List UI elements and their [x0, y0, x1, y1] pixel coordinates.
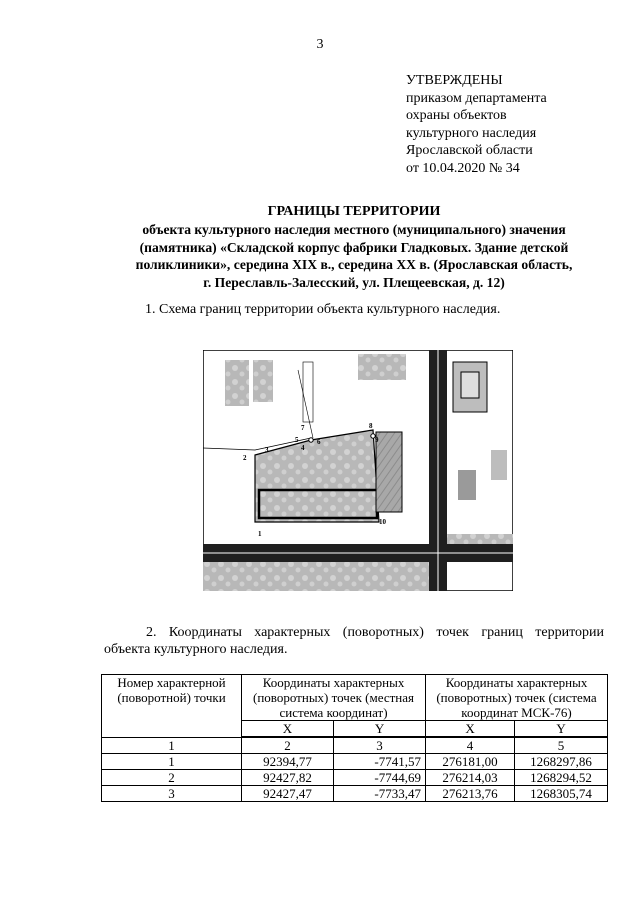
map-building: [458, 470, 476, 500]
point-label-10: 10: [379, 518, 386, 526]
section-1-heading: 1. Схема границ территории объекта культурного наследия.: [145, 302, 501, 317]
table-cell: 4: [426, 737, 515, 754]
header-msk-coords: Координаты характерных (поворотных) точек (система координат МСК-76): [426, 675, 608, 721]
map-area: [447, 534, 513, 544]
point-marker: [309, 438, 313, 442]
header-y-msk: Y: [515, 721, 608, 738]
table-cell: 1: [102, 754, 242, 770]
header-y-local: Y: [334, 721, 426, 738]
approval-line: от 10.04.2020 № 34: [406, 160, 520, 176]
point-label-6: 6: [317, 438, 321, 446]
table-cell: 1268305,74: [515, 786, 608, 802]
boundary-map: [203, 350, 513, 591]
point-label-5: 5: [295, 436, 299, 444]
point-label-7: 7: [301, 424, 305, 432]
table-cell: 1268294,52: [515, 770, 608, 786]
table-cell: 3: [102, 786, 242, 802]
map-building: [303, 362, 313, 422]
map-area: [203, 562, 429, 591]
table-cell: 1268297,86: [515, 754, 608, 770]
header-point-number: Номер характерной (поворотной) точки: [102, 675, 242, 738]
approval-line: Ярославской области: [406, 143, 533, 158]
title-line: (памятника) «Складской корпус фабрики Гладковых. Здание детской: [139, 239, 569, 255]
section-2-line: 2. Координаты характерных (поворотных) точек границ территории: [146, 625, 604, 640]
approval-line: УТВЕРЖДЕНЫ: [406, 73, 503, 88]
approval-stamp: [406, 72, 547, 177]
header-x-msk: X: [426, 721, 515, 738]
table-cell: 276214,03: [426, 770, 515, 786]
table-row: [102, 786, 608, 802]
table-cell: 2: [102, 770, 242, 786]
document-title: [100, 203, 608, 291]
map-building: [253, 360, 273, 402]
coordinates-table: [101, 674, 608, 802]
title-heading: ГРАНИЦЫ ТЕРРИТОРИИ: [267, 204, 441, 219]
table-cell: 1: [102, 737, 242, 754]
map-building: [225, 360, 249, 406]
map-building: [491, 450, 507, 480]
table-cell: 92394,77: [242, 754, 334, 770]
map-building: [461, 372, 479, 398]
table-cell: 5: [515, 737, 608, 754]
section-2-line: объекта культурного наследия.: [104, 642, 288, 657]
header-local-coords: Координаты характерных (поворотных) точек (местная система координат): [242, 675, 426, 721]
title-line: г. Переславль-Залесский, ул. Плещеевская, д. 12): [203, 274, 505, 290]
point-label-1: 1: [258, 530, 262, 538]
table-cell: 3: [334, 737, 426, 754]
map-building: [358, 354, 406, 380]
title-line: объекта культурного наследия местного (муниципального) значения: [142, 222, 566, 237]
table-cell: -7744,69: [334, 770, 426, 786]
point-label-4: 4: [301, 444, 305, 452]
point-label-3: 3: [265, 446, 269, 454]
table-cell: 276213,76: [426, 786, 515, 802]
page-number: 3: [316, 37, 324, 52]
table-cell: 2: [242, 737, 334, 754]
numbering-row: [102, 737, 608, 754]
point-label-8: 8: [369, 422, 373, 430]
point-label-9: 9: [375, 436, 379, 444]
section-2-heading: [104, 624, 604, 658]
table-row: [102, 754, 608, 770]
table-cell: -7741,57: [334, 754, 426, 770]
map-building: [376, 432, 402, 512]
approval-line: культурного наследия: [406, 125, 537, 141]
table-row: [102, 770, 608, 786]
table-cell: 276181,00: [426, 754, 515, 770]
table-cell: -7733,47: [334, 786, 426, 802]
table-cell: 92427,47: [242, 786, 334, 802]
approval-line: охраны объектов: [406, 108, 507, 123]
point-label-2: 2: [243, 454, 247, 462]
table-cell: 92427,82: [242, 770, 334, 786]
title-line: поликлиники», середина XIX в., середина XX в. (Ярославская область,: [135, 257, 573, 272]
approval-line: приказом департамента: [406, 90, 547, 106]
header-x-local: X: [242, 721, 334, 738]
